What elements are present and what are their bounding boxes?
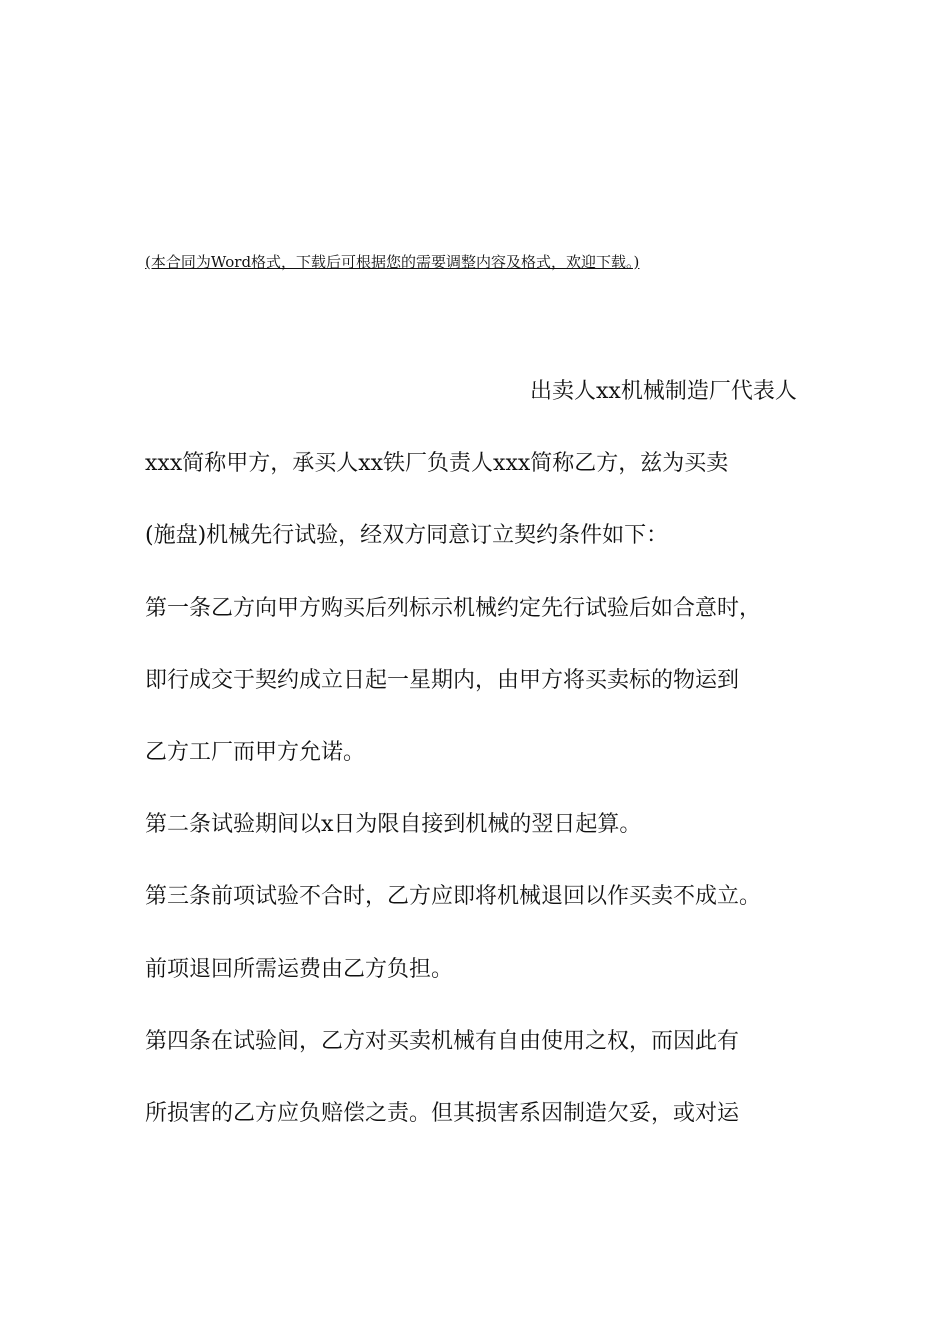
contract-line-article-1c: 乙方工厂而甲方允诺。: [145, 739, 366, 765]
contract-line-article-3a: 第三条前项试验不合时，乙方应即将机械退回以作买卖不成立。: [145, 884, 762, 910]
contract-line-article-2: 第二条试验期间以x日为限自接到机械的翌日起算。: [145, 812, 642, 838]
contract-line-purpose: (施盘)机械先行试验，经双方同意订立契约条件如下：: [145, 523, 669, 549]
contract-line-article-4a: 第四条在试验间，乙方对买卖机械有自由使用之权，而因此有: [145, 1028, 740, 1054]
contract-line-article-3b: 前项退回所需运费由乙方负担。: [145, 956, 454, 982]
contract-line-article-1a: 第一条乙方向甲方购买后列标示机械约定先行试验后如合意时，: [145, 595, 762, 621]
contract-line-article-4b: 所损害的乙方应负赔偿之责。但其损害系因制造欠妥，或对运: [145, 1100, 740, 1126]
contract-line-seller: 出卖人xx机械制造厂代表人: [530, 379, 797, 404]
contract-line-parties: xxx简称甲方，承买人xx铁厂负责人xxx简称乙方，兹为买卖: [145, 451, 729, 477]
contract-body: [145, 380, 825, 1174]
contract-line-article-1b: 即行成交于契约成立日起一星期内，由甲方将买卖标的物运到: [145, 667, 740, 693]
format-notice: (本合同为Word格式，下载后可根据您的需要调整内容及格式，欢迎下载。): [145, 253, 640, 271]
